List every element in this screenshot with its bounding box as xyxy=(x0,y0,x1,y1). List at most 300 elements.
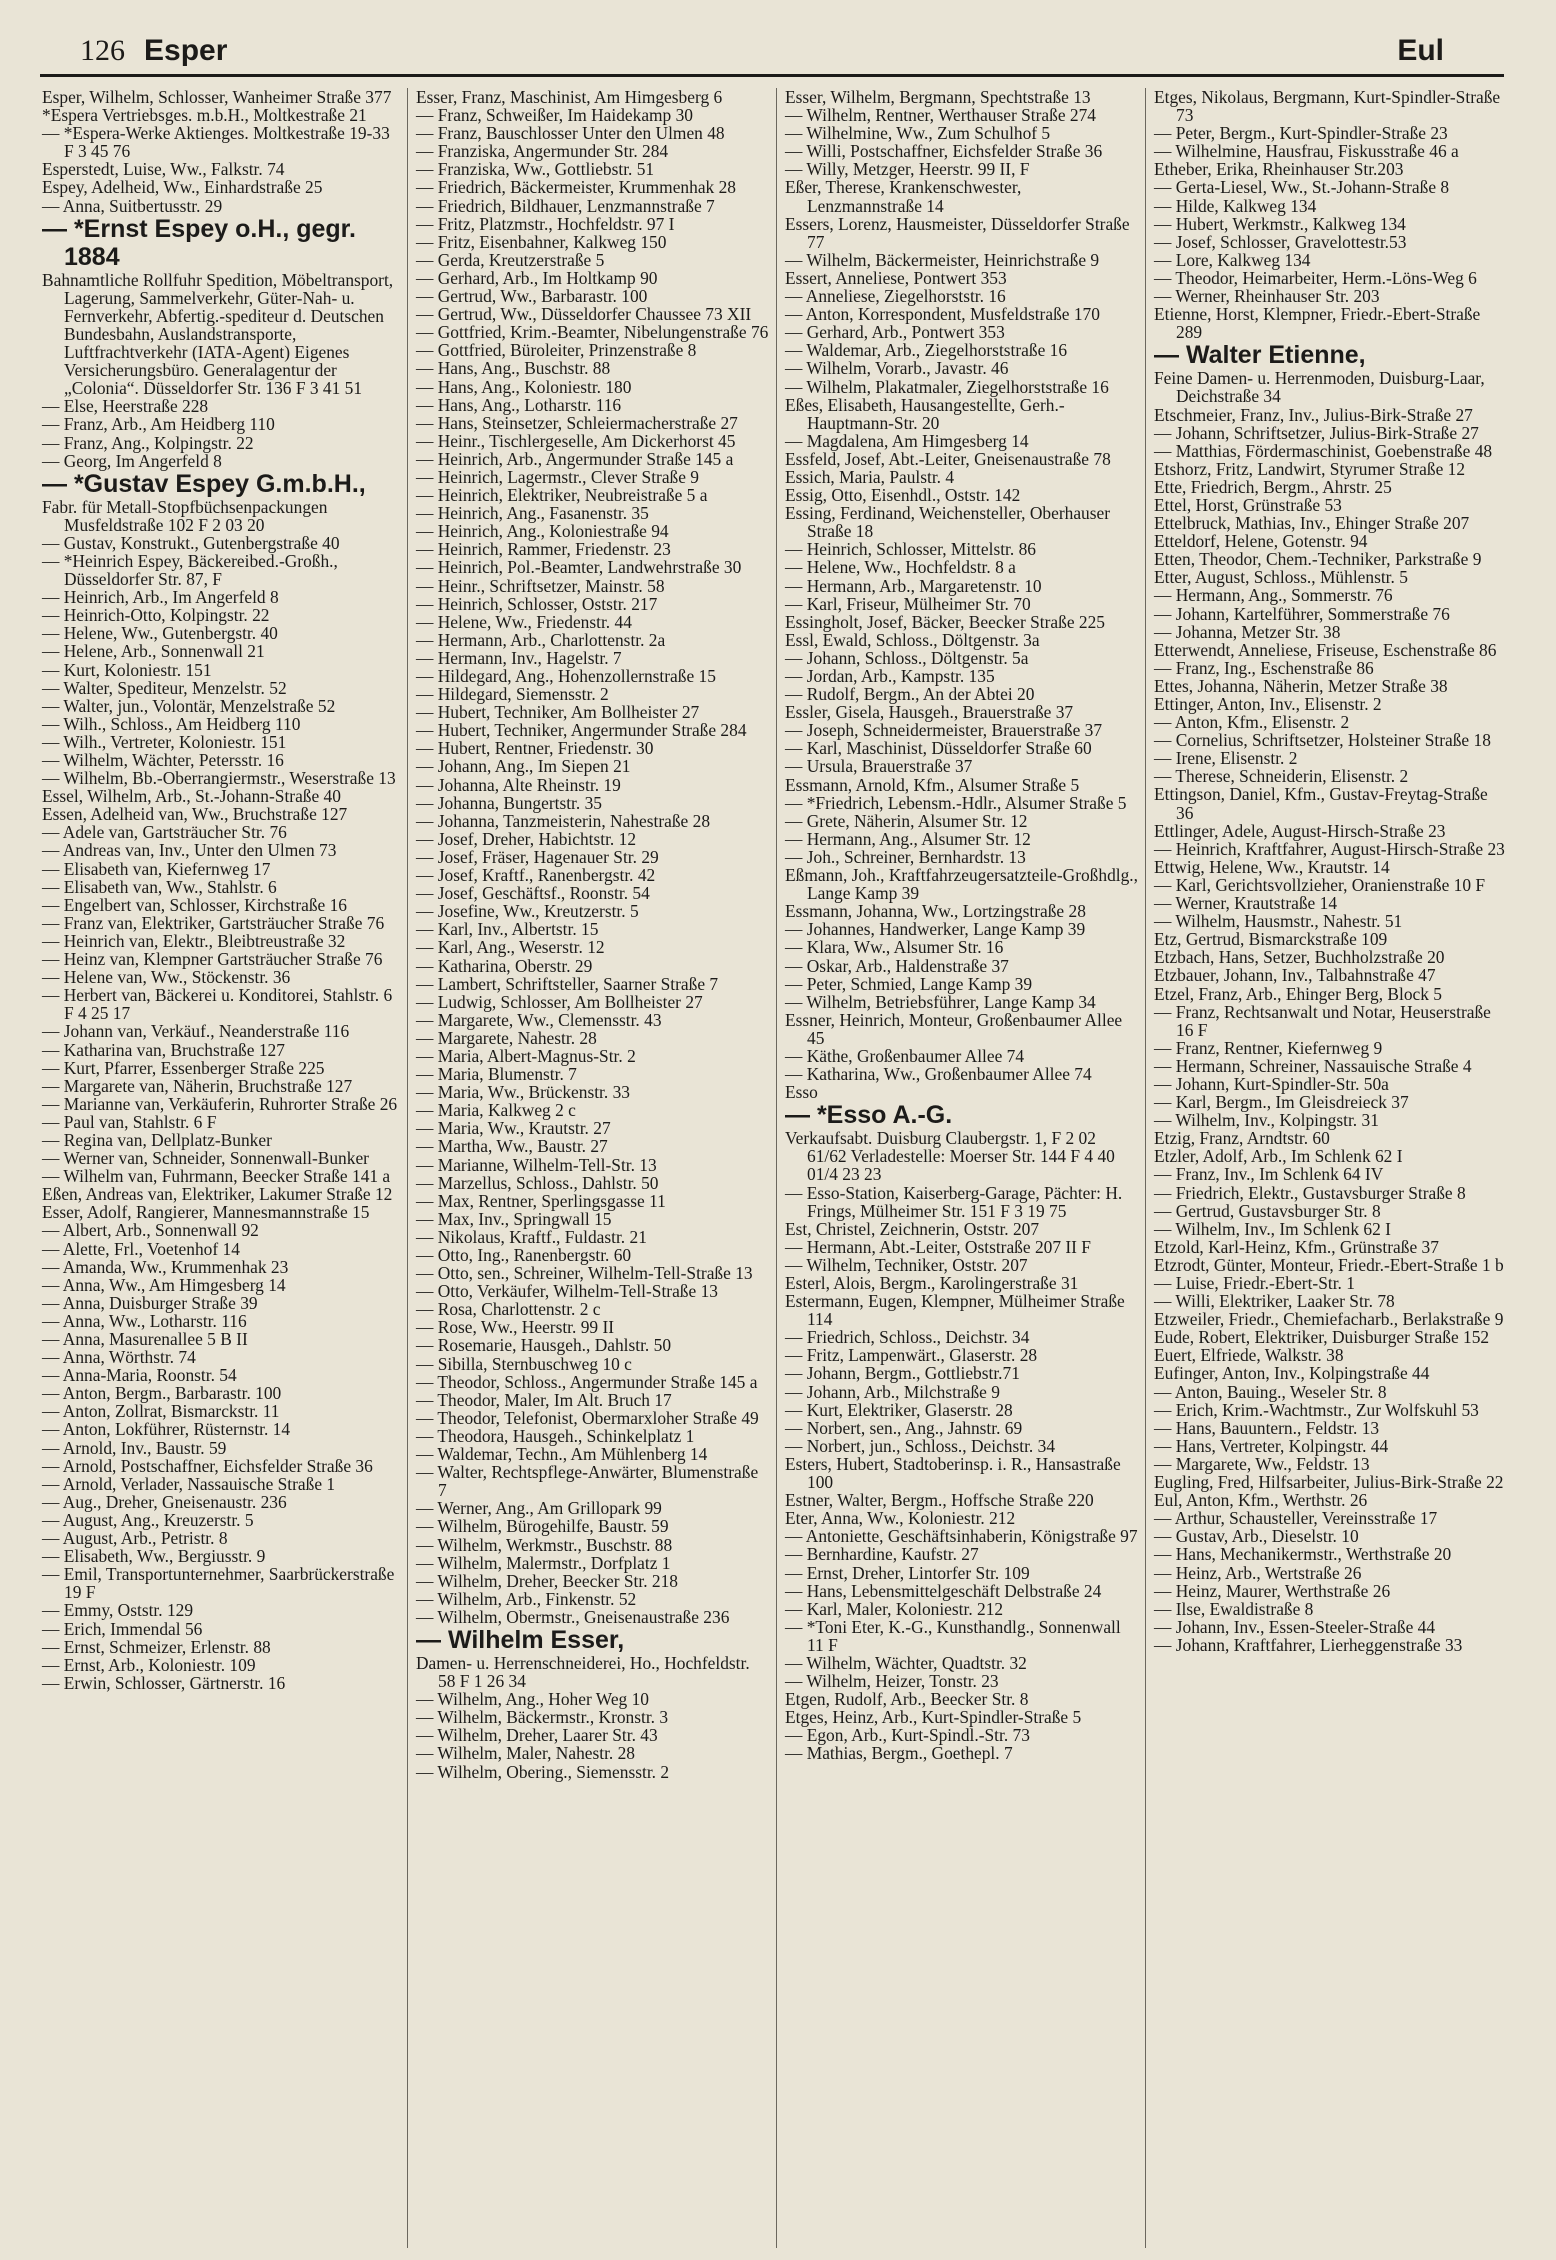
directory-entry: — Johanna, Tanzmeisterin, Nahestraße 28 xyxy=(416,810,711,831)
directory-entry: — Klara, Ww., Alsumer Str. 16 xyxy=(785,937,1004,958)
directory-entry: Esterl, Alois, Bergm., Karolingerstraße 31 xyxy=(785,1273,1079,1293)
directory-entry: — Wilhelm van, Fuhrmann, Beecker Straße 141 a xyxy=(42,1166,391,1187)
directory-entry: — Elisabeth van, Kiefernweg 17 xyxy=(42,858,271,879)
directory-entry: — Walter, Spediteur, Menzelstr. 52 xyxy=(42,677,287,698)
directory-entry: — Hilde, Kalkweg 134 xyxy=(1154,195,1317,216)
directory-entry: — Irene, Elisenstr. 2 xyxy=(1154,748,1298,769)
directory-entry: — Werner, Krautstraße 14 xyxy=(1154,893,1338,914)
directory-entry: — Albert, Arb., Sonnenwall 92 xyxy=(42,1220,259,1241)
directory-entry: Etzbauer, Johann, Inv., Talbahnstraße 47 xyxy=(1154,965,1436,986)
directory-column-1 xyxy=(38,88,407,2248)
directory-entry: — Gertrud, Ww., Düsseldorfer Chaussee 73 XII xyxy=(416,304,752,325)
directory-entry: — *Toni Eter, K.-G., Kunsthandlg., Sonnenwall 11 F xyxy=(785,1616,1121,1655)
directory-entry: — Heinrich, Lagermstr., Clever Straße 9 xyxy=(416,466,699,487)
directory-entry: — Anton, Korrespondent, Musfeldstraße 170 xyxy=(785,304,1100,325)
directory-entry: — Bernhardine, Kaufstr. 27 xyxy=(785,1544,979,1565)
directory-entry: — Käthe, Großenbaumer Allee 74 xyxy=(785,1045,1025,1066)
directory-entry: — Friedrich, Bäckermeister, Krummenhak 28 xyxy=(416,177,736,198)
directory-entry: — Wilhelm, Techniker, Oststr. 207 xyxy=(785,1254,1028,1275)
directory-entry: — Heinrich, Ang., Koloniestraße 94 xyxy=(416,521,669,542)
directory-entry: — Hildegard, Siemensstr. 2 xyxy=(416,684,609,705)
directory-entry: — Hubert, Werkmstr., Kalkweg 134 xyxy=(1154,213,1406,234)
directory-entry: — Johann, Bergm., Gottliebstr.71 xyxy=(785,1363,1020,1384)
directory-entry: — Hans, Bauuntern., Feldstr. 13 xyxy=(1154,1417,1380,1438)
directory-entry: — Franziska, Ww., Gottliebstr. 51 xyxy=(416,159,655,180)
directory-entry: Ette, Friedrich, Bergm., Ahrstr. 25 xyxy=(1154,476,1392,497)
running-head-right: Eul xyxy=(1397,34,1444,67)
directory-entry: Damen- u. Herrenschneiderei, Ho., Hochfeldstr. 58 F 1 26 34 xyxy=(416,1652,750,1692)
directory-entry: — Josefine, Ww., Kreutzerstr. 5 xyxy=(416,901,639,922)
directory-entry: Essen, Adelheid van, Ww., Bruchstraße 127 xyxy=(42,804,348,825)
directory-entry: — Theodor, Schloss., Angermunder Straße 145 a xyxy=(416,1371,758,1392)
directory-entry: — Antoniette, Geschäftsinhaberin, Königstraße 97 xyxy=(785,1526,1138,1547)
directory-entry: Fabr. für Metall-Stopfbüchsenpackungen Musfeldstraße 102 F 2 03 20 xyxy=(42,496,328,535)
directory-entry: — Karl, Friseur, Mülheimer Str. 70 xyxy=(785,593,1031,614)
directory-entry: — Gerhard, Arb., Pontwert 353 xyxy=(785,322,1005,343)
directory-entry: — Johanna, Metzer Str. 38 xyxy=(1154,621,1341,642)
directory-entry: — Gertrud, Gustavsburger Str. 8 xyxy=(1154,1200,1381,1221)
directory-entry: — Oskar, Arb., Haldenstraße 37 xyxy=(785,955,1009,976)
directory-entry: — Erich, Immendal 56 xyxy=(42,1618,203,1639)
directory-entry: — Ernst, Arb., Koloniestr. 109 xyxy=(42,1654,256,1675)
directory-entry: — Wilhelm, Ang., Hoher Weg 10 xyxy=(416,1689,649,1710)
directory-entry: — Anton, Kfm., Elisenstr. 2 xyxy=(1154,712,1350,733)
directory-entry: — Hermann, Arb., Charlottenstr. 2a xyxy=(416,629,666,650)
directory-entry: — Peter, Schmied, Lange Kamp 39 xyxy=(785,973,1033,994)
directory-entry: — Karl, Maschinist, Düsseldorfer Straße 60 xyxy=(785,738,1092,759)
directory-entry: — Hubert, Rentner, Friedenstr. 30 xyxy=(416,738,654,759)
directory-entry: — Karl, Inv., Albertstr. 15 xyxy=(416,919,599,940)
directory-entry: Eufinger, Anton, Inv., Kolpingstraße 44 xyxy=(1154,1363,1430,1384)
directory-entry: Etzrodt, Günter, Monteur, Friedr.-Ebert-Straße 1 b xyxy=(1154,1254,1504,1275)
directory-entry: — Elisabeth van, Ww., Stahlstr. 6 xyxy=(42,876,277,897)
directory-entry: Esperstedt, Luise, Ww., Falkstr. 74 xyxy=(42,159,285,180)
directory-entry: — Katharina van, Bruchstraße 127 xyxy=(42,1039,285,1060)
directory-entry: Eßen, Andreas van, Elektriker, Lakumer Straße 12 xyxy=(42,1184,393,1205)
directory-entry: — Hermann, Ang., Sommerstr. 76 xyxy=(1154,585,1393,606)
directory-entry: Etshorz, Fritz, Landwirt, Styrumer Straße 12 xyxy=(1154,458,1466,479)
directory-entry: — Hans, Mechanikermstr., Werthstraße 20 xyxy=(1154,1544,1452,1565)
directory-entry: — Wilhelm, Bäckermeister, Heinrichstraße 9 xyxy=(785,249,1100,270)
directory-entry: — Jordan, Arb., Kampstr. 135 xyxy=(785,666,995,686)
directory-entry: — Friedrich, Schloss., Deichstr. 34 xyxy=(785,1327,1030,1348)
directory-entry: — Gerhard, Arb., Im Holtkamp 90 xyxy=(416,267,658,288)
directory-entry: — Anton, Bauing., Weseler Str. 8 xyxy=(1154,1381,1387,1402)
directory-entry: Ettel, Horst, Grünstraße 53 xyxy=(1154,494,1342,515)
directory-entry: — Anton, Zollrat, Bismarckstr. 11 xyxy=(42,1401,280,1422)
directory-entry: — Helene, Ww., Hochfeldstr. 8 a xyxy=(785,557,1016,578)
directory-entry: Verkaufsabt. Duisburg Claubergstr. 1, F 2 02 61/62 Verladestelle: Moerser Str. 144 F 4 40 01/4 23 23 xyxy=(785,1128,1115,1185)
directory-entry: Eßmann, Joh., Kraftfahrzeugersatzteile-Großhdlg., Lange Kamp 39 xyxy=(785,865,1138,904)
directory-entry: — Kurt, Koloniestr. 151 xyxy=(42,659,212,680)
directory-entry: — Heinrich, Rammer, Friedenstr. 23 xyxy=(416,539,671,560)
directory-entry: — Rudolf, Bergm., An der Abtei 20 xyxy=(785,684,1035,705)
directory-entry: — Therese, Schneiderin, Elisenstr. 2 xyxy=(1154,766,1409,787)
directory-entry: — Hildegard, Ang., Hohenzollernstraße 15 xyxy=(416,666,716,686)
directory-entry: Bahnamtliche Rollfuhr Spedition, Möbeltransport, Lagerung, Sammelverkehr, Güter-Nah- u. Fernverkehr, Abfertig.-spediteur d. Deutschen Bundesbahn, Auslandstransporte, Luftfrachtverkehr (IATA-Agent) Eigenes Versicherungsbüro. Generalagentur der „Colonia“. Düsseldorfer Str. 136 F 3 41 51 xyxy=(42,269,394,399)
directory-entry: Esser, Wilhelm, Bergmann, Spechtstraße 13 xyxy=(785,88,1091,107)
directory-entry: — Wilhelm, Hausmstr., Nahestr. 51 xyxy=(1154,911,1403,932)
directory-entry: — Egon, Arb., Kurt-Spindl.-Str. 73 xyxy=(785,1725,1030,1746)
directory-entry: — Luise, Friedr.-Ebert-Str. 1 xyxy=(1154,1273,1355,1293)
directory-entry: — Hubert, Techniker, Angermunder Straße 284 xyxy=(416,720,747,741)
directory-entry: — Norbert, sen., Ang., Jahnstr. 69 xyxy=(785,1417,1023,1438)
directory-entry: Essler, Gisela, Hausgeh., Brauerstraße 37 xyxy=(785,702,1074,723)
directory-entry: — Otto, sen., Schreiner, Wilhelm-Tell-Straße 13 xyxy=(416,1263,753,1284)
directory-entry: — Gottfried, Büroleiter, Prinzenstraße 8 xyxy=(416,340,697,361)
directory-entry: — Heinrich, Ang., Fasanenstr. 35 xyxy=(416,503,649,524)
directory-entry: — Lambert, Schriftsteller, Saarner Straße 7 xyxy=(416,973,719,994)
directory-entry: — *Esso A.-G. xyxy=(785,1101,953,1130)
directory-entry: — Kurt, Elektriker, Glaserstr. 28 xyxy=(785,1399,1013,1420)
directory-entry: — Hubert, Techniker, Am Bollheister 27 xyxy=(416,702,700,723)
directory-entry: — Marzellus, Schloss., Dahlstr. 50 xyxy=(416,1172,659,1193)
page-header xyxy=(40,30,1504,77)
directory-entry: — Heinrich van, Elektr., Bleibtreustraße 32 xyxy=(42,930,346,951)
directory-entry: — Gertrud, Ww., Barbarastr. 100 xyxy=(416,286,648,307)
directory-entry: Eude, Robert, Elektriker, Duisburger Straße 152 xyxy=(1154,1327,1490,1348)
directory-entry: — Franziska, Angermunder Str. 284 xyxy=(416,141,669,162)
directory-entry: — Fritz, Eisenbahner, Kalkweg 150 xyxy=(416,231,667,252)
directory-entry: — Elisabeth, Ww., Bergiusstr. 9 xyxy=(42,1546,266,1567)
directory-entry: — Josef, Dreher, Habichtstr. 12 xyxy=(416,828,637,849)
directory-entry: — Wilhelm, Malermstr., Dorfplatz 1 xyxy=(416,1552,671,1573)
directory-entry: — Hermann, Abt.-Leiter, Oststraße 207 II F xyxy=(785,1236,1091,1257)
directory-entry: — Franz, Bauschlosser Unter den Ulmen 48 xyxy=(416,123,725,144)
directory-entry: Etterwendt, Anneliese, Friseuse, Eschenstraße 86 xyxy=(1154,639,1497,660)
directory-entry: Etgen, Rudolf, Arb., Beecker Str. 8 xyxy=(785,1689,1029,1710)
directory-entry: — Johanna, Bungertstr. 35 xyxy=(416,792,602,813)
directory-entry: — Franz, Inv., Im Schlenk 64 IV xyxy=(1154,1164,1384,1185)
directory-entry: Ettlinger, Adele, August-Hirsch-Straße 23 xyxy=(1154,820,1446,841)
directory-entry: — Emil, Transportunternehmer, Saarbrückerstraße 19 F xyxy=(42,1564,395,1603)
directory-entry: — Gerda, Kreutzerstraße 5 xyxy=(416,249,605,270)
page-number: 126 xyxy=(80,34,125,67)
directory-entry: Essich, Maria, Paulstr. 4 xyxy=(785,466,955,487)
directory-entry: Essfeld, Josef, Abt.-Leiter, Gneisenaustraße 78 xyxy=(785,448,1111,469)
directory-entry: Etges, Heinz, Arb., Kurt-Spindler-Straße 5 xyxy=(785,1707,1082,1728)
directory-entry: — Aug., Dreher, Gneisenaustr. 236 xyxy=(42,1491,287,1512)
directory-entry: — Franz, Rechtsanwalt und Notar, Heuserstraße 16 F xyxy=(1154,1001,1491,1040)
directory-entry: — Johann, Inv., Essen-Steeler-Straße 44 xyxy=(1154,1616,1436,1637)
directory-entry: — Norbert, jun., Schloss., Deichstr. 34 xyxy=(785,1435,1056,1456)
directory-entry: — Arnold, Inv., Baustr. 59 xyxy=(42,1437,227,1458)
directory-entry: Espey, Adelheid, Ww., Einhardstraße 25 xyxy=(42,177,323,198)
directory-entry: — Hans, Ang., Koloniestr. 180 xyxy=(416,376,632,397)
directory-entry: — Werner, Ang., Am Grillopark 99 xyxy=(416,1498,662,1519)
directory-entry: — Hermann, Ang., Alsumer Str. 12 xyxy=(785,828,1031,849)
directory-entry: — Wilhelm, Wächter, Petersstr. 16 xyxy=(42,750,284,770)
directory-entry: — Theodora, Hausgeh., Schinkelplatz 1 xyxy=(416,1425,695,1446)
directory-entry: — Franz, Ing., Eschenstraße 86 xyxy=(1154,657,1374,678)
directory-entry: — Adele van, Gartsträucher Str. 76 xyxy=(42,822,287,843)
directory-entry: — August, Arb., Petristr. 8 xyxy=(42,1528,228,1549)
directory-entry: — Margarete van, Näherin, Bruchstraße 127 xyxy=(42,1075,353,1096)
directory-entry: — Hans, Ang., Lotharstr. 116 xyxy=(416,394,622,415)
directory-entry: — *Heinrich Espey, Bäckereibed.-Großh., Düsseldorfer Str. 87, F xyxy=(42,550,338,590)
directory-entry: Essner, Heinrich, Monteur, Großenbaumer Allee 45 xyxy=(785,1009,1123,1048)
directory-entry: — Gottfried, Krim.-Beamter, Nibelungenstraße 76 xyxy=(416,322,769,343)
directory-entry: — Hermann, Inv., Hagelstr. 7 xyxy=(416,647,622,668)
directory-entry: — Josef, Fräser, Hagenauer Str. 29 xyxy=(416,846,659,867)
directory-entry: Esser, Adolf, Rangierer, Mannesmannstraße 15 xyxy=(42,1202,370,1223)
directory-columns xyxy=(38,88,1516,2248)
directory-entry: Eul, Anton, Kfm., Werthstr. 26 xyxy=(1154,1490,1368,1511)
directory-entry: — Georg, Im Angerfeld 8 xyxy=(42,450,222,471)
directory-entry: — Werner van, Schneider, Sonnenwall-Bunker xyxy=(42,1148,369,1169)
directory-entry: — Lore, Kalkweg 134 xyxy=(1154,249,1311,270)
directory-entry: — Maria, Kalkweg 2 c xyxy=(416,1100,576,1121)
directory-entry: — Wilhelm, Obermstr., Gneisenaustraße 236 xyxy=(416,1606,730,1627)
directory-entry: — Ludwig, Schlosser, Am Bollheister 27 xyxy=(416,991,703,1012)
directory-entry: Ettwig, Helene, Ww., Krautstr. 14 xyxy=(1154,856,1390,877)
directory-entry: — Else, Heerstraße 228 xyxy=(42,396,209,417)
directory-entry: — Johanna, Alte Rheinstr. 19 xyxy=(416,774,621,795)
directory-entry: Etz, Gertrud, Bismarckstraße 109 xyxy=(1154,929,1388,950)
directory-entry: — Heinrich, Pol.-Beamter, Landwehrstraße 30 xyxy=(416,557,742,578)
directory-entry: Feine Damen- u. Herrenmoden, Duisburg-Laar, Deichstraße 34 xyxy=(1154,368,1485,407)
directory-entry: — Heinz, Arb., Wertstraße 26 xyxy=(1154,1562,1362,1583)
directory-entry: — Wilhelm, Wächter, Quadtstr. 32 xyxy=(785,1652,1027,1673)
directory-entry: Etschmeier, Franz, Inv., Julius-Birk-Straße 27 xyxy=(1154,404,1473,425)
directory-entry: — Heinr., Schriftsetzer, Mainstr. 58 xyxy=(416,575,665,596)
directory-entry: Essel, Wilhelm, Arb., St.-Johann-Straße 40 xyxy=(42,786,341,807)
directory-entry: Etienne, Horst, Klempner, Friedr.-Ebert-Straße 289 xyxy=(1154,304,1481,343)
directory-entry: Essig, Otto, Eisenhdl., Oststr. 142 xyxy=(785,485,1021,506)
directory-entry: — Andreas van, Inv., Unter den Ulmen 73 xyxy=(42,840,337,861)
directory-entry: Etten, Theodor, Chem.-Techniker, Parkstraße 9 xyxy=(1154,549,1482,570)
directory-entry: — Wilhelm, Dreher, Beecker Str. 218 xyxy=(416,1570,678,1591)
directory-entry: — Heinrich, Arb., Im Angerfeld 8 xyxy=(42,587,279,608)
directory-entry: — Josef, Schlosser, Gravelottestr.53 xyxy=(1154,231,1407,252)
directory-entry: Etzler, Adolf, Arb., Im Schlenk 62 I xyxy=(1154,1146,1403,1167)
directory-entry: — Joseph, Schneidermeister, Brauerstraße 37 xyxy=(785,720,1103,741)
directory-entry: — Wilhelm, Bäckermstr., Kronstr. 3 xyxy=(416,1707,669,1728)
directory-entry: — Rosemarie, Hausgeh., Dahlstr. 50 xyxy=(416,1335,672,1356)
directory-entry: Essers, Lorenz, Hausmeister, Düsseldorfer Straße 77 xyxy=(785,213,1130,252)
directory-entry: — Heinz, Maurer, Werthstraße 26 xyxy=(1154,1580,1391,1601)
directory-entry: — Karl, Maler, Koloniestr. 212 xyxy=(785,1598,1004,1619)
directory-entry: — Magdalena, Am Himgesberg 14 xyxy=(785,430,1029,451)
directory-entry: — Hermann, Arb., Margaretenstr. 10 xyxy=(785,575,1042,596)
directory-entry: — Helene, Arb., Sonnenwall 21 xyxy=(42,641,265,662)
directory-entry: — Wilhelm, Dreher, Laarer Str. 43 xyxy=(416,1725,658,1746)
directory-entry: — Heinrich, Elektriker, Neubreistraße 5 a xyxy=(416,485,708,506)
directory-entry: — Esso-Station, Kaiserberg-Garage, Pächter: H. Frings, Mülheimer Str. 151 F 3 19 75 xyxy=(785,1182,1123,1221)
directory-entry: Esser, Franz, Maschinist, Am Himgesberg 6 xyxy=(416,88,723,107)
directory-entry: — *Friedrich, Lebensm.-Hdlr., Alsumer Straße 5 xyxy=(785,792,1127,813)
directory-entry: — Josef, Geschäftsf., Roonstr. 54 xyxy=(416,883,650,904)
directory-entry: — Wilhelm, Betriebsführer, Lange Kamp 34 xyxy=(785,991,1096,1012)
directory-entry: Essmann, Johanna, Ww., Lortzingstraße 28 xyxy=(785,901,1086,922)
directory-entry: — Wilhelm, Bb.-Oberrangiermstr., Weserstraße 13 xyxy=(42,768,396,789)
directory-entry: — Waldemar, Arb., Ziegelhorststraße 16 xyxy=(785,340,1068,361)
directory-entry: Etheber, Erika, Rheinhauser Str.203 xyxy=(1154,159,1404,180)
directory-entry: Ettes, Johanna, Näherin, Metzer Straße 38 xyxy=(1154,675,1448,696)
directory-entry: — Johann, Kartelführer, Sommerstraße 76 xyxy=(1154,603,1450,624)
directory-entry: — Friedrich, Bildhauer, Lenzmannstraße 7 xyxy=(416,195,715,216)
directory-entry: — Karl, Bergm., Im Gleisdreieck 37 xyxy=(1154,1092,1409,1113)
directory-entry: — Erich, Krim.-Wachtmstr., Zur Wolfskuhl 53 xyxy=(1154,1399,1479,1420)
directory-entry: — Waldemar, Techn., Am Mühlenberg 14 xyxy=(416,1444,708,1465)
directory-entry: — Anna, Duisburger Straße 39 xyxy=(42,1292,258,1313)
directory-entry: — Heinrich-Otto, Kolpingstr. 22 xyxy=(42,605,270,626)
directory-entry: — Wilhelm, Arb., Finkenstr. 52 xyxy=(416,1588,637,1609)
directory-entry: Etges, Nikolaus, Bergmann, Kurt-Spindler-Straße 73 xyxy=(1154,88,1501,126)
directory-entry: — Ursula, Brauerstraße 37 xyxy=(785,756,973,777)
directory-entry: — Rosa, Charlottenstr. 2 c xyxy=(416,1299,601,1320)
directory-entry: — Maria, Albert-Magnus-Str. 2 xyxy=(416,1045,636,1066)
directory-entry: — Cornelius, Schriftsetzer, Holsteiner Straße 18 xyxy=(1154,730,1491,751)
directory-entry: — Theodor, Telefonist, Obermarxloher Straße 49 xyxy=(416,1407,759,1428)
directory-entry: — Fritz, Lampenwärt., Glaserstr. 28 xyxy=(785,1345,1038,1366)
directory-entry: — Ilse, Ewaldistraße 8 xyxy=(1154,1598,1314,1619)
directory-entry: — Joh., Schreiner, Bernhardstr. 13 xyxy=(785,846,1026,867)
directory-entry: Euert, Elfriede, Walkstr. 38 xyxy=(1154,1345,1344,1366)
directory-entry: Eter, Anna, Ww., Koloniestr. 212 xyxy=(785,1508,1016,1529)
directory-entry: — Erwin, Schlosser, Gärtnerstr. 16 xyxy=(42,1672,286,1693)
directory-entry: — Johann, Kraftfahrer, Lierheggenstraße 33 xyxy=(1154,1634,1463,1655)
directory-entry: — Wilhelm, Inv., Kolpingstr. 31 xyxy=(1154,1110,1379,1131)
directory-entry: — Kurt, Pfarrer, Essenberger Straße 225 xyxy=(42,1057,325,1078)
directory-entry: — Maria, Blumenstr. 7 xyxy=(416,1064,577,1085)
directory-entry: — Helene van, Ww., Stöckenstr. 36 xyxy=(42,967,291,988)
directory-entry: Ettinger, Anton, Inv., Elisenstr. 2 xyxy=(1154,694,1382,714)
directory-entry: — Regina van, Dellplatz-Bunker xyxy=(42,1129,272,1150)
directory-entry: — Gustav, Arb., Dieselstr. 10 xyxy=(1154,1526,1359,1547)
directory-entry: — Mathias, Bergm., Goethepl. 7 xyxy=(785,1743,1013,1764)
directory-entry: — Gerta-Liesel, Ww., St.-Johann-Straße 8 xyxy=(1154,177,1450,198)
directory-entry: — Hans, Ang., Buschstr. 88 xyxy=(416,358,611,379)
directory-entry: Etteldorf, Helene, Gotenstr. 94 xyxy=(1154,531,1368,552)
directory-entry: — Paul van, Stahlstr. 6 F xyxy=(42,1111,217,1132)
directory-entry: — Hermann, Schreiner, Nassauische Straße 4 xyxy=(1154,1055,1472,1076)
directory-entry: — Franz, Schweißer, Im Haidekamp 30 xyxy=(416,105,693,126)
directory-entry: — Ernst, Schmeizer, Erlenstr. 88 xyxy=(42,1636,271,1657)
directory-entry: — Max, Rentner, Sperlingsgasse 11 xyxy=(416,1190,666,1211)
directory-entry: — Ernst, Dreher, Lintorfer Str. 109 xyxy=(785,1562,1030,1583)
directory-entry: — Wilhelm, Vorarb., Javastr. 46 xyxy=(785,358,1009,379)
directory-entry: *Espera Vertriebsges. m.b.H., Moltkestraße 21 xyxy=(42,105,367,126)
directory-entry: — *Gustav Espey G.m.b.H., xyxy=(42,469,366,498)
directory-entry: — Theodor, Maler, Im Alt. Bruch 17 xyxy=(416,1389,672,1410)
directory-entry: — Karl, Ang., Weserstr. 12 xyxy=(416,937,605,958)
directory-entry: — Karl, Gerichtsvollzieher, Oranienstraße 10 F xyxy=(1154,874,1486,895)
directory-entry: — Anton, Bergm., Barbarastr. 100 xyxy=(42,1383,282,1404)
directory-entry: — Willi, Postschaffner, Eichsfelder Straße 36 xyxy=(785,141,1103,162)
directory-entry: — Otto, Verkäufer, Wilhelm-Tell-Straße 13 xyxy=(416,1281,718,1302)
directory-entry: — Franz, Rentner, Kiefernweg 9 xyxy=(1154,1037,1383,1058)
directory-entry: — Katharina, Ww., Großenbaumer Allee 74 xyxy=(785,1064,1092,1085)
directory-entry: — Hans, Vertreter, Kolpingstr. 44 xyxy=(1154,1435,1389,1456)
directory-column-3 xyxy=(776,88,1145,2248)
directory-entry: Etzig, Franz, Arndtstr. 60 xyxy=(1154,1128,1330,1149)
directory-entry: Estner, Walter, Bergm., Hoffsche Straße 220 xyxy=(785,1490,1094,1511)
directory-entry: — Hans, Steinsetzer, Schleiermacherstraße 27 xyxy=(416,412,738,433)
directory-entry: — Wilh., Vertreter, Koloniestr. 151 xyxy=(42,731,287,752)
directory-entry: — Theodor, Heimarbeiter, Herm.-Löns-Weg 6 xyxy=(1154,267,1477,288)
directory-entry: — Marianne, Wilhelm-Tell-Str. 13 xyxy=(416,1154,657,1175)
directory-entry: — Josef, Kraftf., Ranenbergstr. 42 xyxy=(416,865,656,886)
directory-entry: Etzweiler, Friedr., Chemiefacharb., Berlakstraße 9 xyxy=(1154,1309,1504,1330)
directory-entry: Eugling, Fred, Hilfsarbeiter, Julius-Birk-Straße 22 xyxy=(1154,1472,1504,1493)
directory-entry: Essmann, Arnold, Kfm., Alsumer Straße 5 xyxy=(785,774,1080,795)
directory-entry: — Fritz, Platzmstr., Hochfeldstr. 97 I xyxy=(416,213,675,234)
directory-entry: — Wilhelm, Plakatmaler, Ziegelhorststraße 16 xyxy=(785,376,1109,397)
directory-entry: — Arnold, Postschaffner, Eichsfelder Straße 36 xyxy=(42,1455,373,1476)
running-head-left: Esper xyxy=(144,34,228,67)
directory-entry: — Maria, Ww., Krautstr. 27 xyxy=(416,1118,611,1139)
directory-entry: — Wilhelmine, Hausfrau, Fiskusstraße 46 a xyxy=(1154,141,1459,162)
directory-entry: — Arnold, Verlader, Nassauische Straße 1 xyxy=(42,1473,336,1494)
directory-entry: — Anna, Masurenallee 5 B II xyxy=(42,1329,248,1349)
directory-entry: Etzbach, Hans, Setzer, Buchholzstraße 20 xyxy=(1154,947,1445,968)
directory-entry: — Margarete, Nahestr. 28 xyxy=(416,1027,597,1048)
directory-entry: — Anna, Ww., Lotharstr. 116 xyxy=(42,1310,247,1331)
directory-column-4 xyxy=(1145,88,1514,2248)
directory-entry: — Wilhelm, Werkmstr., Buschstr. 88 xyxy=(416,1534,673,1555)
directory-entry: — Margarete, Ww., Clemensstr. 43 xyxy=(416,1009,662,1030)
directory-entry: — Rose, Ww., Heerstr. 99 II xyxy=(416,1317,615,1338)
directory-entry: — Wilhelm, Heizer, Tonstr. 23 xyxy=(785,1671,999,1692)
directory-entry: — Johann, Schloss., Döltgenstr. 5a xyxy=(785,647,1029,668)
directory-entry: — Johannes, Handwerker, Lange Kamp 39 xyxy=(785,919,1086,940)
directory-entry: Est, Christel, Zeichnerin, Oststr. 207 xyxy=(785,1218,1040,1239)
directory-entry: — Amanda, Ww., Krummenhak 23 xyxy=(42,1256,289,1277)
directory-entry: — August, Ang., Kreuzerstr. 5 xyxy=(42,1509,254,1530)
directory-entry: — Willi, Elektriker, Laaker Str. 78 xyxy=(1154,1291,1395,1312)
directory-entry: — Katharina, Oberstr. 29 xyxy=(416,955,593,976)
directory-entry: Essing, Ferdinand, Weichensteller, Oberhauser Straße 18 xyxy=(785,503,1111,542)
directory-entry: — Martha, Ww., Baustr. 27 xyxy=(416,1136,608,1157)
directory-entry: — Maria, Ww., Brückenstr. 33 xyxy=(416,1082,630,1103)
directory-entry: — Wilhelm, Inv., Im Schlenk 62 I xyxy=(1154,1218,1391,1239)
directory-entry: — Emmy, Oststr. 129 xyxy=(42,1600,194,1621)
directory-entry: — Wilhelm, Bürogehilfe, Baustr. 59 xyxy=(416,1516,669,1537)
directory-entry: — Helene, Ww., Gutenbergstr. 40 xyxy=(42,623,278,644)
directory-entry: — Alette, Frl., Voetenhof 14 xyxy=(42,1238,240,1259)
directory-entry: — Wilhelm, Rentner, Werthauser Straße 274 xyxy=(785,105,1096,126)
directory-entry: — Johann, Ang., Im Siepen 21 xyxy=(416,756,631,777)
directory-entry: Etter, August, Schloss., Mühlenstr. 5 xyxy=(1154,567,1408,588)
directory-entry: — Johann, Arb., Milchstraße 9 xyxy=(785,1381,1000,1402)
directory-entry: — Otto, Ing., Ranenbergstr. 60 xyxy=(416,1245,632,1265)
directory-entry: — Peter, Bergm., Kurt-Spindler-Straße 23 xyxy=(1154,123,1448,144)
directory-entry: Esters, Hubert, Stadtoberinsp. i. R., Hansastraße 100 xyxy=(785,1453,1121,1493)
directory-entry: — Anton, Lokführer, Rüsternstr. 14 xyxy=(42,1419,291,1440)
directory-entry: — Heinrich, Schlosser, Mittelstr. 86 xyxy=(785,539,1036,560)
directory-entry: Esso xyxy=(785,1082,818,1103)
directory-entry: — Heinz van, Klempner Gartsträucher Straße 76 xyxy=(42,949,383,970)
directory-entry: — Heinr., Tischlergeselle, Am Dickerhorst 45 xyxy=(416,430,736,451)
directory-entry: — Matthias, Fördermaschinist, Goebenstraße 48 xyxy=(1154,440,1493,461)
directory-column-2 xyxy=(407,88,776,2248)
directory-entry: — Wilhelm, Maler, Nahestr. 28 xyxy=(416,1743,636,1764)
directory-entry: — Sibilla, Sternbuschweg 10 c xyxy=(416,1353,632,1374)
directory-entry: — Gustav, Konstrukt., Gutenbergstraße 40 xyxy=(42,532,340,553)
directory-entry: — Wilh., Schloss., Am Heidberg 110 xyxy=(42,713,301,734)
directory-entry: — Wilhelm, Obering., Siemensstr. 2 xyxy=(416,1761,670,1782)
directory-entry: — Grete, Näherin, Alsumer Str. 12 xyxy=(785,810,1028,831)
directory-entry: — Heinrich, Arb., Angermunder Straße 145 a xyxy=(416,448,734,469)
directory-entry: Etzold, Karl-Heinz, Kfm., Grünstraße 37 xyxy=(1154,1236,1439,1257)
directory-entry: — Arthur, Schausteller, Vereinsstraße 17 xyxy=(1154,1508,1438,1529)
directory-entry: Essingholt, Josef, Bäcker, Beecker Straße 225 xyxy=(785,611,1105,632)
directory-entry: Eßes, Elisabeth, Hausangestellte, Gerh.-Hauptmann-Str. 20 xyxy=(785,394,1065,433)
directory-entry: Estermann, Eugen, Klempner, Mülheimer Straße 114 xyxy=(785,1291,1125,1330)
directory-entry: Essl, Ewald, Schloss., Döltgenstr. 3a xyxy=(785,629,1040,650)
directory-entry: — Helene, Ww., Friedenstr. 44 xyxy=(416,611,632,632)
